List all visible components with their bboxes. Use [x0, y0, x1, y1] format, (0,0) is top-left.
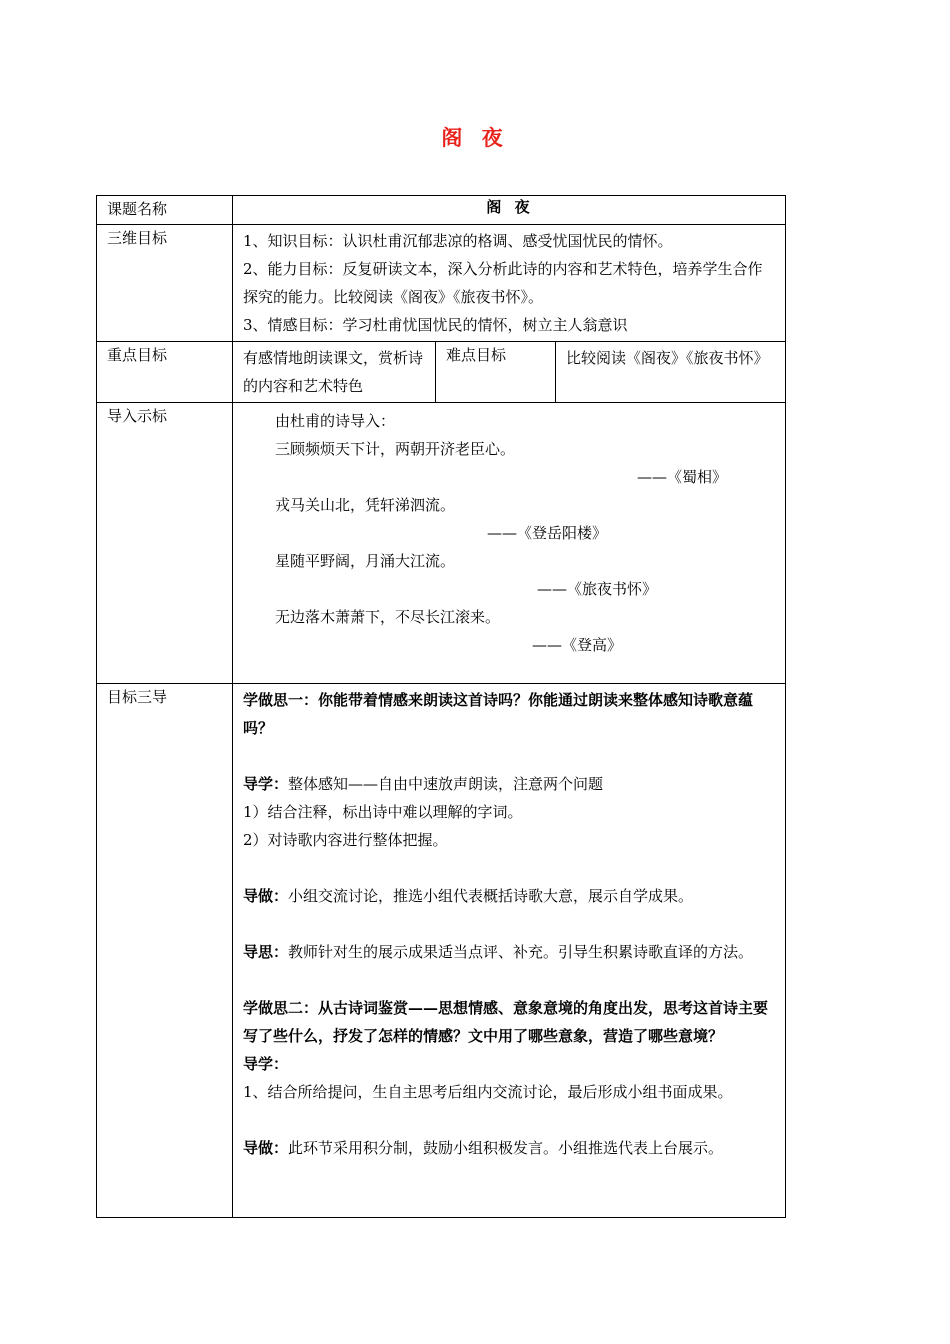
poem-line: 戎马关山北，凭轩涕泗流。	[275, 496, 456, 514]
key-label: 重点目标	[97, 342, 233, 403]
goals-label: 三维目标	[97, 225, 233, 342]
daozuo-two	[243, 1134, 777, 1162]
difficulty-value: 比较阅读《阁夜》《旅夜书怀》	[556, 342, 786, 403]
poem-source: ——《登岳阳楼》	[486, 524, 607, 542]
daoxue-one-label: 导学：	[243, 775, 289, 793]
row-topic	[97, 196, 786, 225]
guide-label: 目标三导	[97, 684, 233, 1218]
daozuo-one-text: 小组交流讨论，推选小组代表概括诗歌大意，展示自学成果。	[288, 887, 694, 905]
page-title: 阁 夜	[441, 125, 509, 150]
row-guide	[97, 684, 786, 1218]
daosi-one	[243, 938, 777, 966]
question-one: 学做思一：你能带着情感来朗读这首诗吗？你能通过朗读来整体感知诗歌意蕴吗？	[243, 691, 754, 737]
daoxue-one-text: 整体感知——自由中速放声朗读，注意两个问题	[288, 775, 604, 793]
question-two: 学做思二：从古诗词鉴赏——思想情感、意象意境的角度出发，思考这首诗主要写了些什么，抒发了怎样的情感？文中用了哪些意象，营造了哪些意境？	[243, 999, 769, 1045]
poem-source: ——《旅夜书怀》	[536, 580, 657, 598]
intro-poems	[243, 405, 777, 659]
daozuo-one-label: 导做：	[243, 887, 289, 905]
difficulty-label: 难点目标	[436, 342, 556, 403]
poem-line: 三顾频烦天下计，两朝开济老臣心。	[275, 440, 516, 458]
row-goals	[97, 225, 786, 342]
daoxue-one-item: 1）结合注释，标出诗中难以理解的字词。	[243, 803, 523, 821]
key-value: 有感情地朗读课文，赏析诗的内容和艺术特色	[233, 342, 436, 403]
lesson-plan-table	[96, 195, 786, 1218]
daosi-one-text: 教师针对生的展示成果适当点评、补充。引导生积累诗歌直译的方法。	[288, 943, 754, 961]
goal-ability: 2、能力目标：反复研读文本，深入分析此诗的内容和艺术特色，培养学生合作探究的能力。比较阅读《阁夜》《旅夜书怀》。	[243, 260, 763, 306]
topic-value: 阁 夜	[486, 198, 534, 216]
poem-source: ——《蜀相》	[636, 468, 727, 486]
daoxue-two-item: 1、结合所给提问，生自主思考后组内交流讨论，最后形成小组书面成果。	[243, 1083, 733, 1101]
row-key	[97, 342, 786, 403]
poem-source: ——《登高》	[531, 636, 622, 654]
topic-label: 课题名称	[97, 196, 233, 225]
intro-label: 导入示标	[97, 403, 233, 684]
goal-knowledge: 1、知识目标：认识杜甫沉郁悲凉的格调、感受忧国忧民的情怀。	[243, 232, 673, 250]
daosi-one-label: 导思：	[243, 943, 289, 961]
row-intro	[97, 403, 786, 684]
poem-line: 星随平野阔，月涌大江流。	[275, 552, 456, 570]
daozuo-one	[243, 882, 777, 910]
goal-emotion: 3、情感目标：学习杜甫忧国忧民的情怀，树立主人翁意识	[243, 316, 628, 334]
daozuo-two-label: 导做：	[243, 1139, 289, 1157]
intro-lead: 由杜甫的诗导入：	[275, 412, 396, 430]
daoxue-one	[243, 770, 777, 798]
daoxue-two-label: 导学：	[243, 1055, 289, 1073]
daoxue-one-item: 2）对诗歌内容进行整体把握。	[243, 831, 448, 849]
poem-line: 无边落木萧萧下，不尽长江滚来。	[275, 608, 501, 626]
daozuo-two-text: 此环节采用积分制，鼓励小组积极发言。小组推选代表上台展示。	[288, 1139, 724, 1157]
